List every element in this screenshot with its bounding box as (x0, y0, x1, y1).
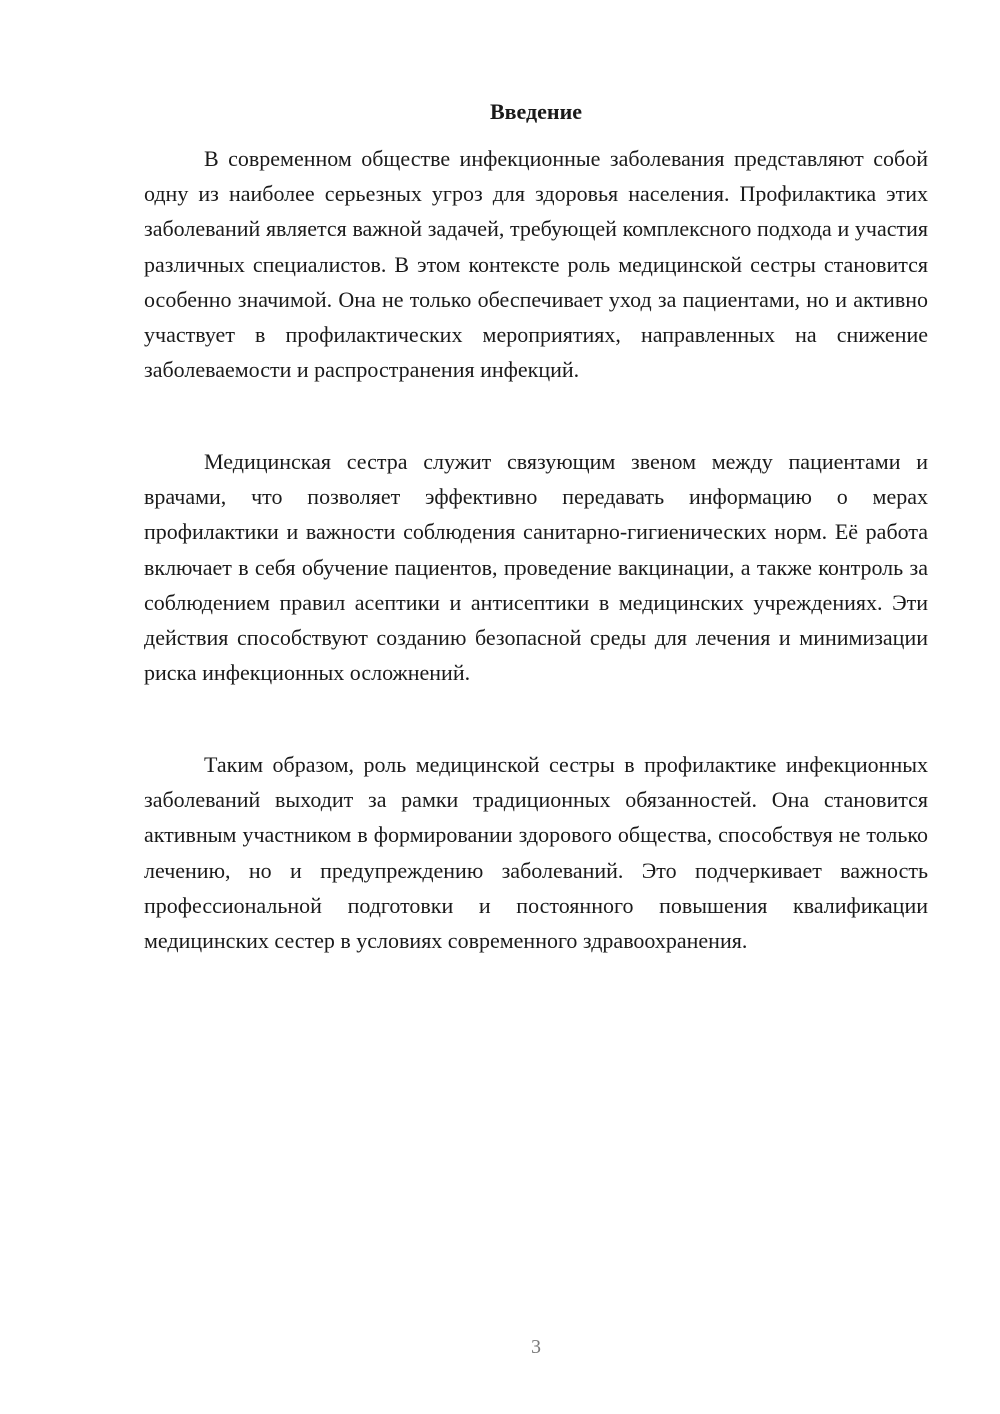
paragraph-conclusion: Таким образом, роль медицинской сестры в профилактике инфекционных заболеваний выходит за рамки традиционных обязанностей. Она становится активным участником в формировании здорового общества, способствуя не только лечению, но и предупреждению заболеваний. Это подчеркивает важность профессиональной подготовки и постоянного повышения квалификации медицинских сестер в условиях современного здравоохранения. (144, 752, 928, 954)
page-number: 3 (531, 1336, 541, 1358)
section-title: Введение (489, 99, 583, 124)
paragraph-nurse-role: Медицинская сестра служит связующим звеном между пациентами и врачами, что позволяет эффективно передавать информацию о мерах профилактики и важности соблюдения санитарно-гигиенических норм. Её работа включает в себя обучение пациентов, проведение вакцинации, а также контроль за соблюдением правил асептики и антисептики в медицинских учреждениях. Эти действия способствуют созданию безопасной среды для лечения и минимизации риска инфекционных осложнений. (144, 449, 928, 686)
paragraph-intro: В современном обществе инфекционные заболевания представляют собой одну из наиболее серьезных угроз для здоровья населения. Профилактика этих заболеваний является важной задачей, требующей комплексного подхода и участия различных специалистов. В этом контексте роль медицинской сестры становится особенно значимой. Она не только обеспечивает уход за пациентами, но и активно участвует в профилактических мероприятиях, направленных на снижение заболеваемости и распространения инфекций. (144, 146, 928, 383)
